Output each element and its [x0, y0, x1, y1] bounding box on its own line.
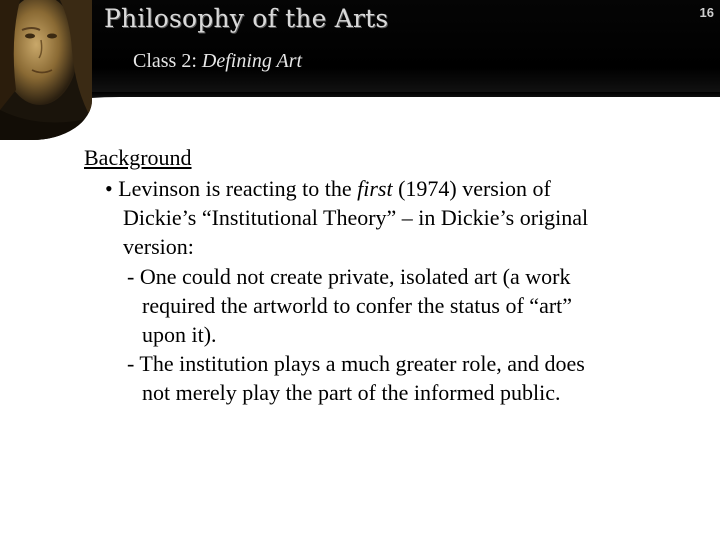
sub-item-line: required the artworld to confer the status of “art”	[142, 293, 573, 318]
bullet-text: (1974) version of	[392, 176, 551, 201]
subtitle-prefix: Class 2:	[133, 50, 202, 72]
section-heading: Background	[84, 145, 192, 170]
slide-title: Philosophy of the Arts	[104, 4, 389, 33]
bullet-line: Dickie’s “Institutional Theory” – in Dickie’s original	[123, 205, 589, 230]
sub-item-line: upon it).	[142, 322, 217, 347]
bullet-emphasis: first	[357, 176, 393, 201]
subtitle-emphasis: Defining Art	[201, 50, 303, 72]
sub-item-line: not merely play the part of the informed public.	[142, 380, 561, 405]
page-number: 16	[699, 5, 714, 20]
bullet-line: version:	[123, 234, 194, 259]
bullet-marker: •	[105, 176, 113, 201]
sub-item-line: - One could not create private, isolated art (a work	[127, 264, 571, 289]
bullet-text: Levinson is reacting to the	[118, 176, 358, 201]
sub-item-line: - The institution plays a much greater role, and does	[127, 351, 585, 376]
bullet-line	[105, 174, 551, 203]
